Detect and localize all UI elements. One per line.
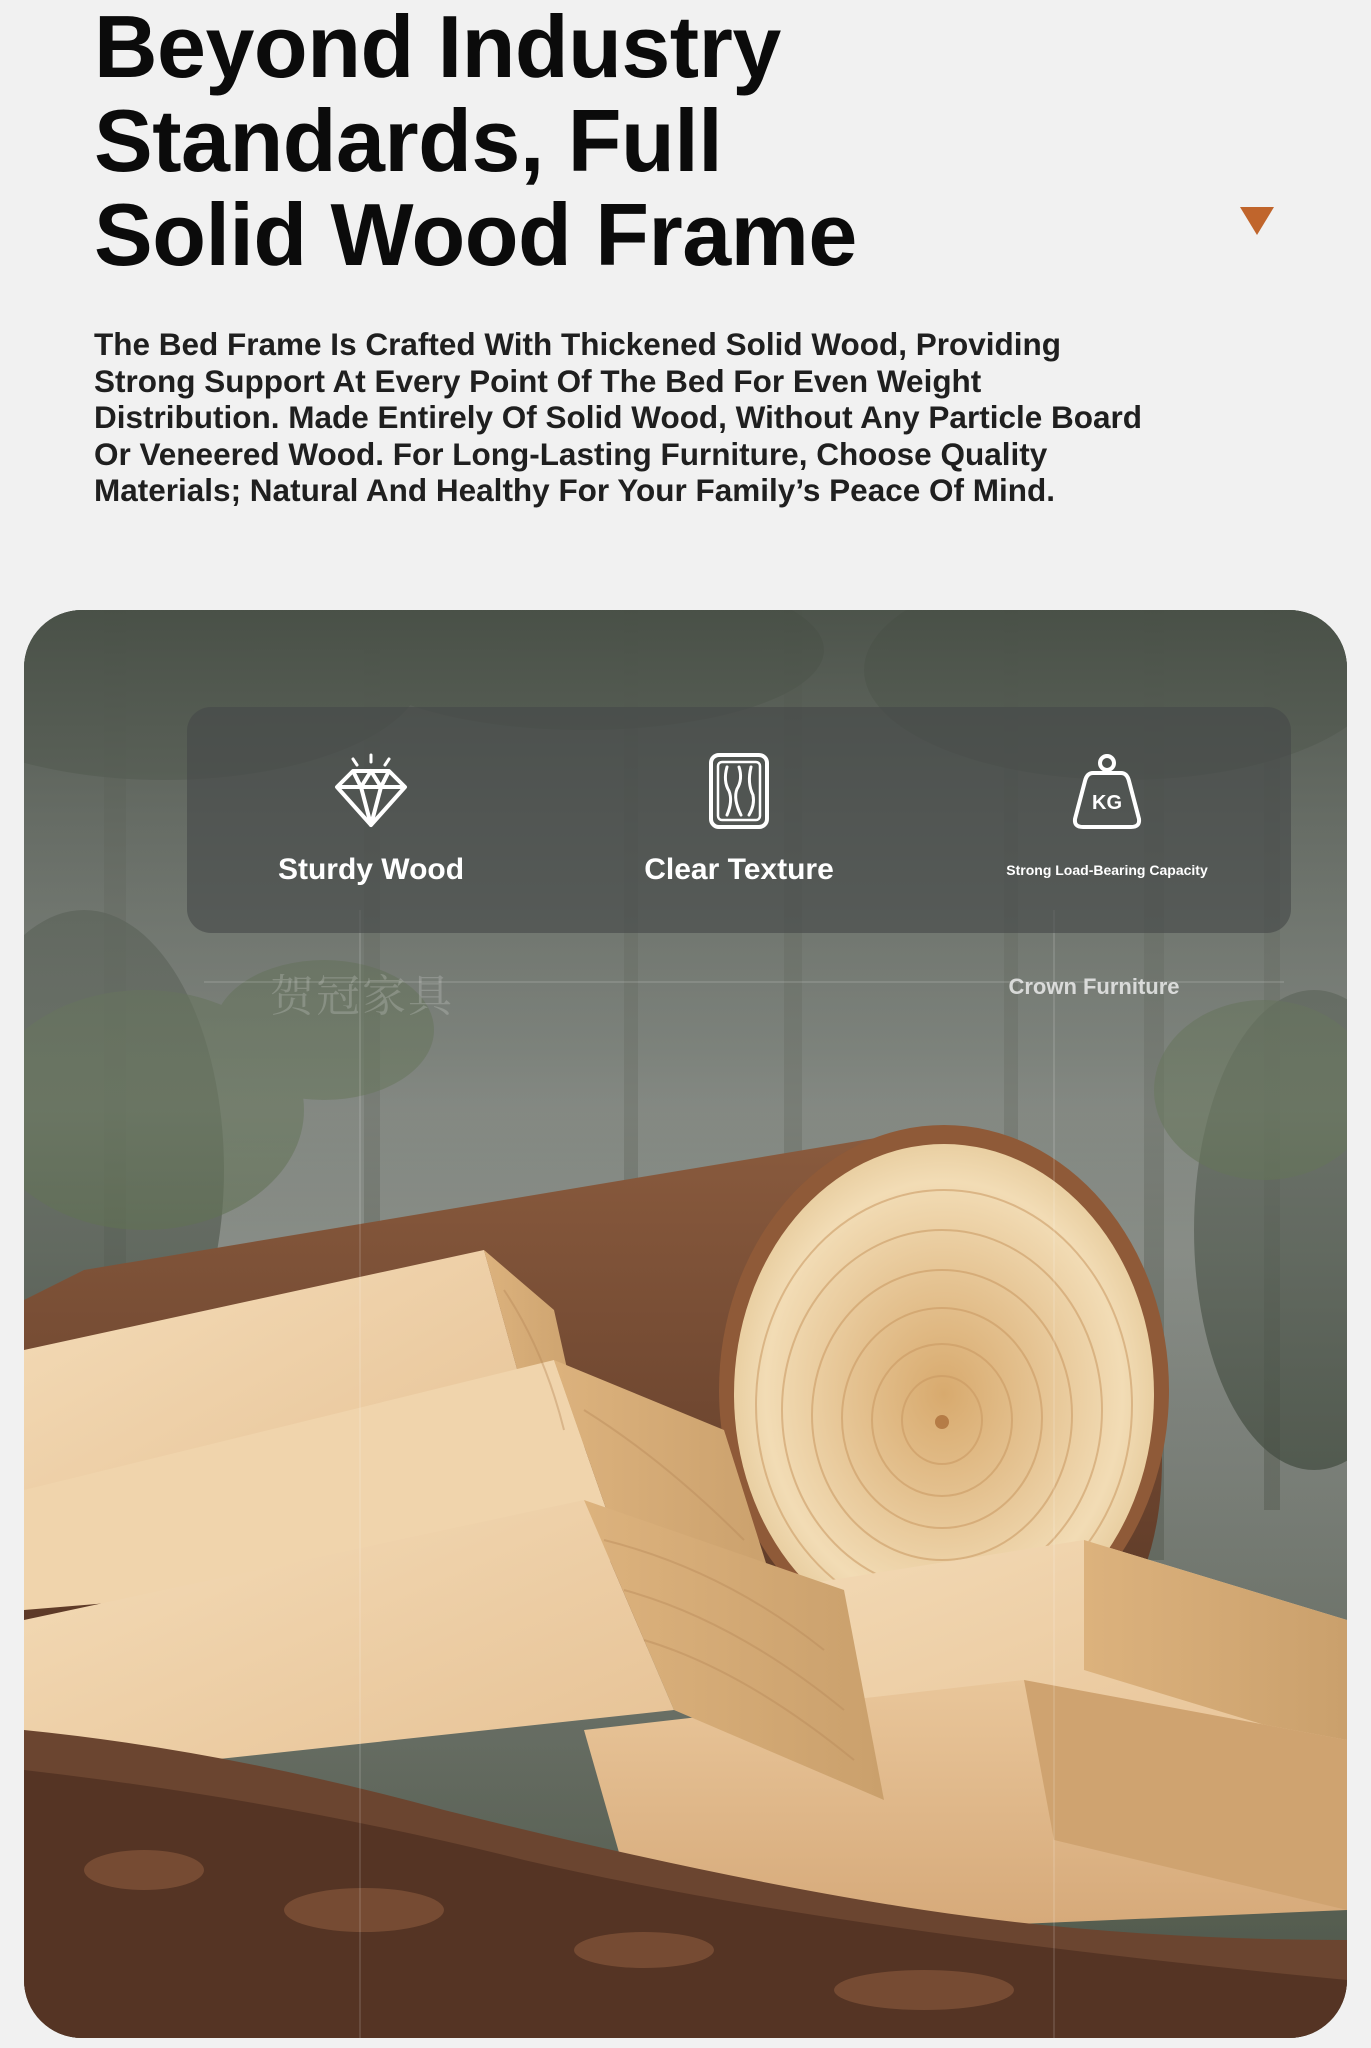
description-line-4: Or Veneered Wood. For Long-Lasting Furniture, Choose Quality xyxy=(94,435,1048,472)
product-description xyxy=(94,326,1154,509)
description-line-5: Materials; Natural And Healthy For Your Family’s Peace Of Mind. xyxy=(94,472,1055,508)
feature-label: Clear Texture xyxy=(644,853,834,886)
feature-label: Strong Load-Bearing Capacity xyxy=(1006,862,1208,878)
description-line-3: Distribution. Made Entirely Of Solid Wood, Without Any Particle Board xyxy=(94,399,1143,435)
kg-weight-icon xyxy=(1067,751,1147,831)
watermark-text: 贺冠家具 xyxy=(270,971,454,1022)
feature-load-bearing xyxy=(923,707,1291,933)
description-line-2: Strong Support At Every Point Of The Bed For Even Weight xyxy=(94,362,982,399)
down-arrow-icon xyxy=(1240,207,1274,235)
feature-label: Sturdy Wood xyxy=(277,853,465,886)
kg-label: KG xyxy=(1092,792,1122,814)
feature-sturdy-wood xyxy=(187,707,555,933)
hero-wood-image xyxy=(24,610,1347,2038)
title-line-1: Beyond Industry xyxy=(94,0,781,96)
title-line-3: Solid Wood Frame xyxy=(94,185,857,284)
feature-clear-texture xyxy=(555,707,923,933)
page-title xyxy=(94,0,857,282)
brand-label: Crown Furniture xyxy=(1008,974,1180,999)
wood-grain-icon xyxy=(699,751,779,831)
title-line-2: Standards, Full xyxy=(94,91,723,190)
features-panel xyxy=(187,707,1291,933)
diamond-icon xyxy=(331,751,411,831)
description-line-1: The Bed Frame Is Crafted With Thickened Solid Wood, Providing xyxy=(94,326,1061,362)
